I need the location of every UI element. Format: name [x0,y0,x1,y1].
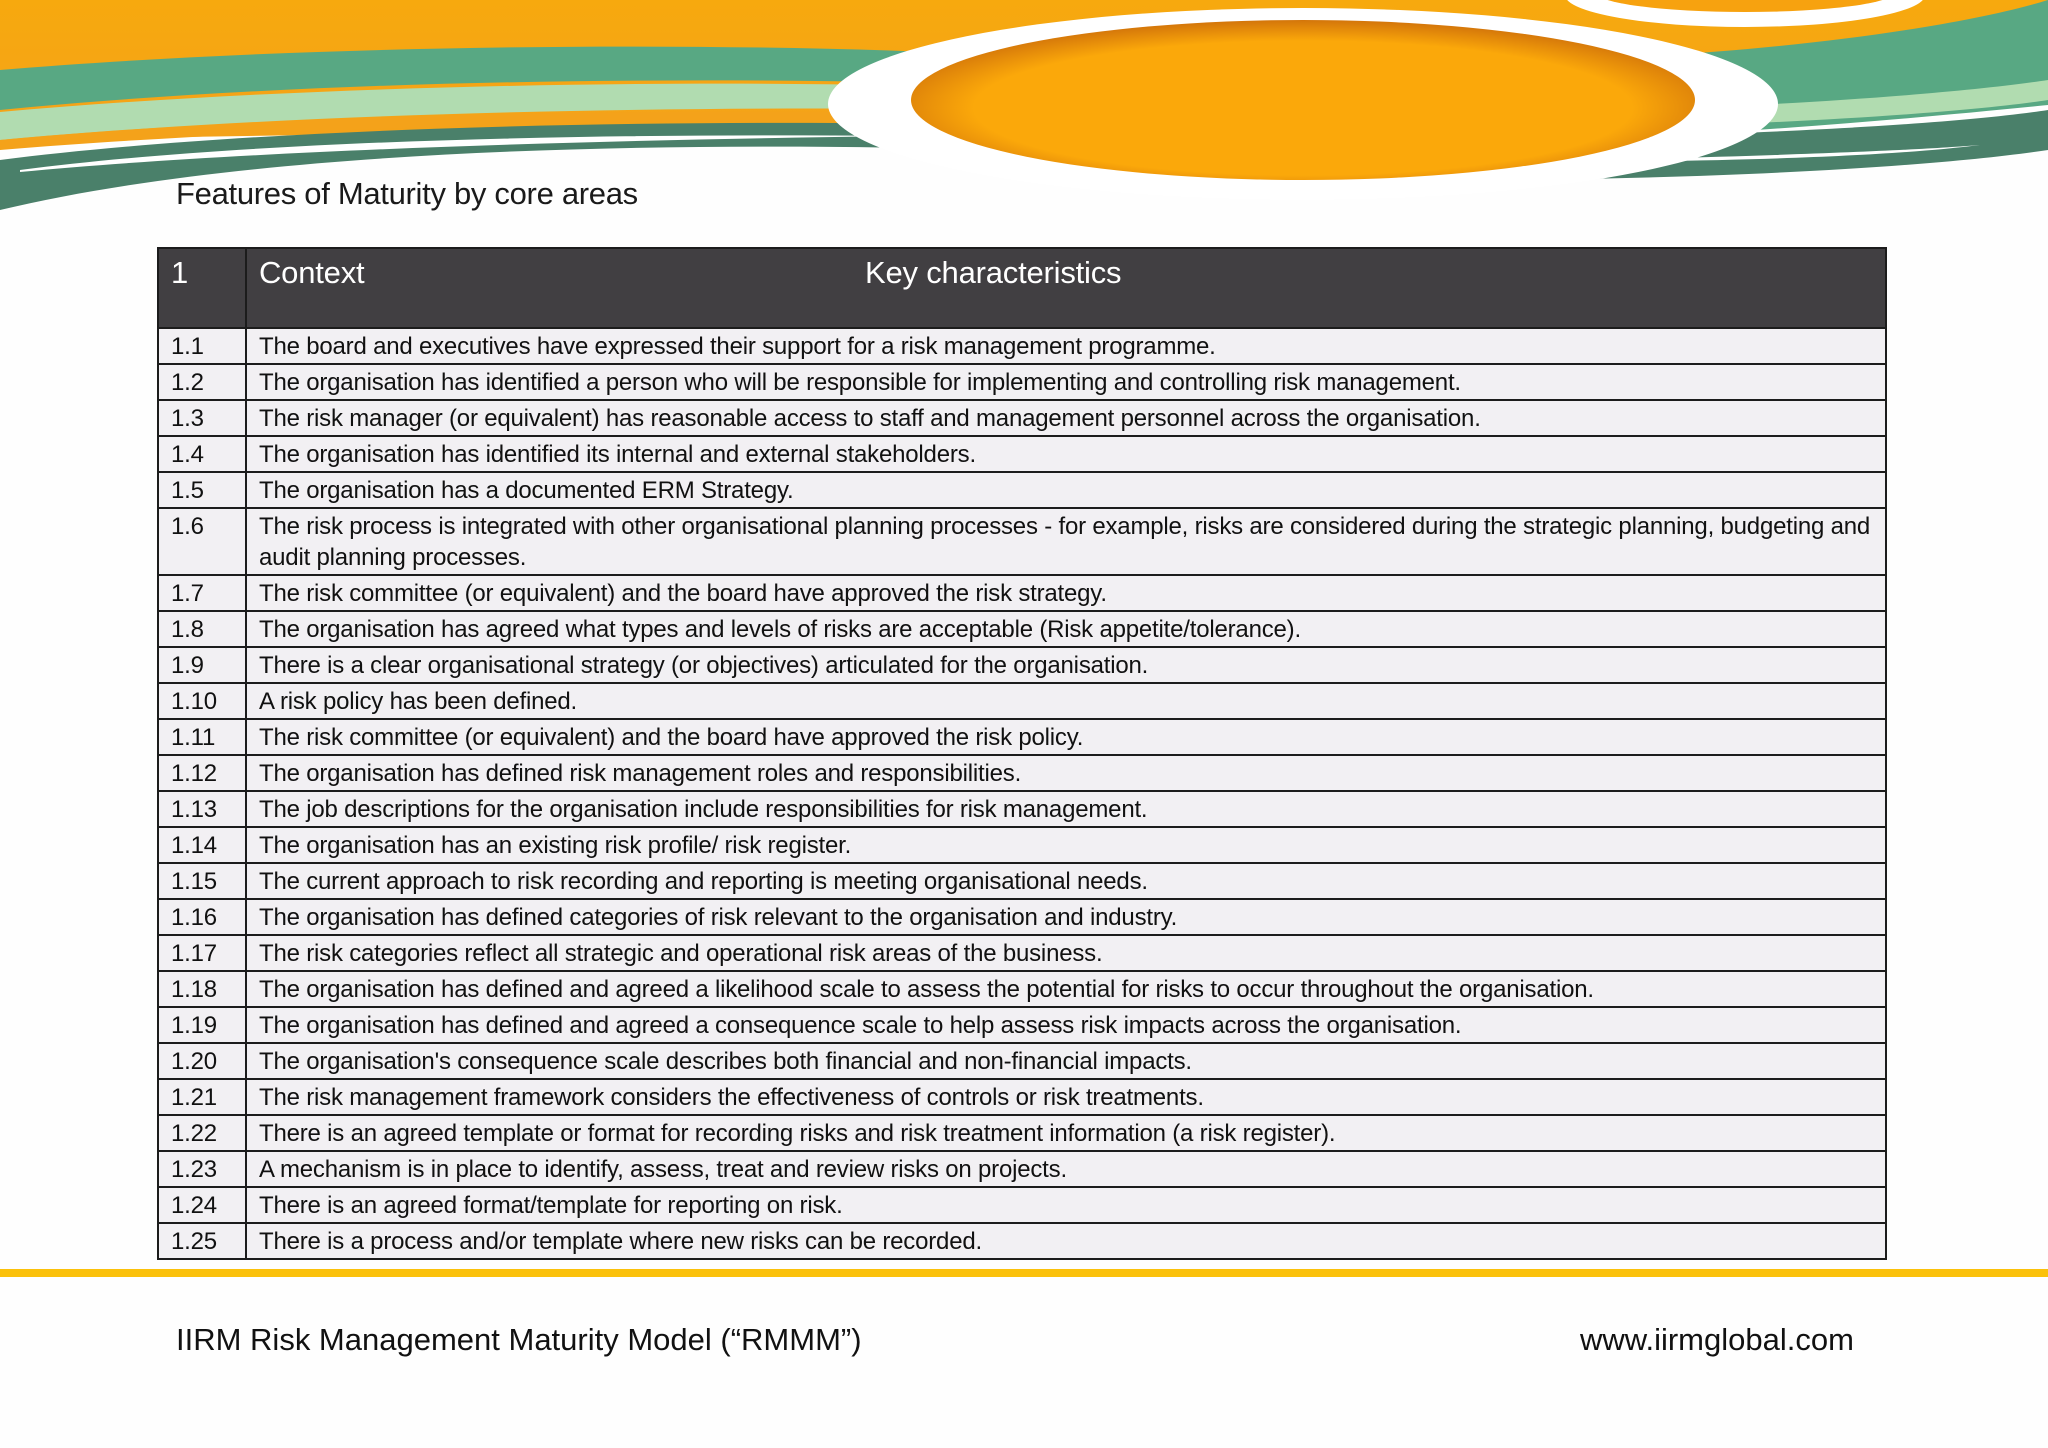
row-id: 1.25 [158,1223,246,1259]
table-row [158,400,1886,436]
row-text: The organisation has defined categories of risk relevant to the organisation and industry. [246,899,1886,935]
table-row [158,508,1886,575]
context-header [246,248,1886,328]
row-id: 1.11 [158,719,246,755]
table-row [158,863,1886,899]
row-id: 1.7 [158,575,246,611]
table-header-row [158,248,1886,328]
row-text: There is a clear organisational strategy (or objectives) articulated for the organisation. [246,647,1886,683]
row-text: A risk policy has been defined. [246,683,1886,719]
row-text: The job descriptions for the organisation include responsibilities for risk management. [246,791,1886,827]
row-id: 1.21 [158,1079,246,1115]
row-text: The current approach to risk recording and reporting is meeting organisational needs. [246,863,1886,899]
row-id: 1.2 [158,364,246,400]
row-text: The organisation has identified a person who will be responsible for implementing and controlling risk management. [246,364,1886,400]
row-text: The organisation has defined and agreed a consequence scale to help assess risk impacts across the organisation. [246,1007,1886,1043]
row-id: 1.17 [158,935,246,971]
row-id: 1.8 [158,611,246,647]
table-row [158,719,1886,755]
row-text: The risk management framework considers the effectiveness of controls or risk treatments. [246,1079,1886,1115]
context-header-label: Context [259,255,365,290]
table-row [158,755,1886,791]
row-text: The organisation's consequence scale describes both financial and non-financial impacts. [246,1043,1886,1079]
row-id: 1.1 [158,328,246,364]
footer-divider [0,1269,2048,1277]
key-characteristics-header-label: Key characteristics [865,255,1122,290]
table-row [158,1115,1886,1151]
row-text: The organisation has an existing risk profile/ risk register. [246,827,1886,863]
table-row [158,683,1886,719]
row-id: 1.4 [158,436,246,472]
row-id: 1.3 [158,400,246,436]
row-text: The organisation has defined risk management roles and responsibilities. [246,755,1886,791]
table-row [158,791,1886,827]
table-row [158,1079,1886,1115]
row-id: 1.5 [158,472,246,508]
table-row [158,611,1886,647]
section-number-header: 1 [158,248,246,328]
row-id: 1.23 [158,1151,246,1187]
row-text: There is an agreed template or format for recording risks and risk treatment information (a risk register). [246,1115,1886,1151]
table-row [158,935,1886,971]
row-text: A mechanism is in place to identify, assess, treat and review risks on projects. [246,1151,1886,1187]
table-row [158,1151,1886,1187]
table-row [158,971,1886,1007]
table-row [158,1223,1886,1259]
row-id: 1.24 [158,1187,246,1223]
row-id: 1.14 [158,827,246,863]
row-text: There is an agreed format/template for reporting on risk. [246,1187,1886,1223]
row-text: The risk committee (or equivalent) and the board have approved the risk policy. [246,719,1886,755]
row-id: 1.6 [158,508,246,575]
table-row [158,1187,1886,1223]
table-row [158,364,1886,400]
table-row [158,328,1886,364]
row-text: The organisation has agreed what types and levels of risks are acceptable (Risk appetite/tolerance). [246,611,1886,647]
row-id: 1.22 [158,1115,246,1151]
row-id: 1.19 [158,1007,246,1043]
table-row [158,647,1886,683]
table-row [158,436,1886,472]
table-row [158,1007,1886,1043]
row-id: 1.12 [158,755,246,791]
row-id: 1.18 [158,971,246,1007]
table-row [158,899,1886,935]
row-id: 1.13 [158,791,246,827]
row-id: 1.9 [158,647,246,683]
row-id: 1.16 [158,899,246,935]
table-row [158,472,1886,508]
row-text: The organisation has a documented ERM Strategy. [246,472,1886,508]
row-id: 1.15 [158,863,246,899]
row-text: The risk committee (or equivalent) and the board have approved the risk strategy. [246,575,1886,611]
row-text: The board and executives have expressed their support for a risk management programme. [246,328,1886,364]
table-row [158,827,1886,863]
row-id: 1.20 [158,1043,246,1079]
table-row [158,575,1886,611]
row-text: The risk manager (or equivalent) has reasonable access to staff and management personnel across the organisation. [246,400,1886,436]
footer-document-title: IIRM Risk Management Maturity Model (“RMMM”) [176,1322,862,1357]
row-text: The organisation has defined and agreed a likelihood scale to assess the potential for risks to occur throughout the organisation. [246,971,1886,1007]
row-id: 1.10 [158,683,246,719]
row-text: The risk categories reflect all strategic and operational risk areas of the business. [246,935,1886,971]
maturity-table [157,247,1887,1260]
table-row [158,1043,1886,1079]
page-title: Features of Maturity by core areas [176,176,638,211]
footer-website-link[interactable]: www.iirmglobal.com [1580,1322,1854,1357]
row-text: The risk process is integrated with other organisational planning processes - for example, risks are considered during the strategic planning, budgeting and audit planning processes. [246,508,1886,575]
row-text: There is a process and/or template where new risks can be recorded. [246,1223,1886,1259]
row-text: The organisation has identified its internal and external stakeholders. [246,436,1886,472]
